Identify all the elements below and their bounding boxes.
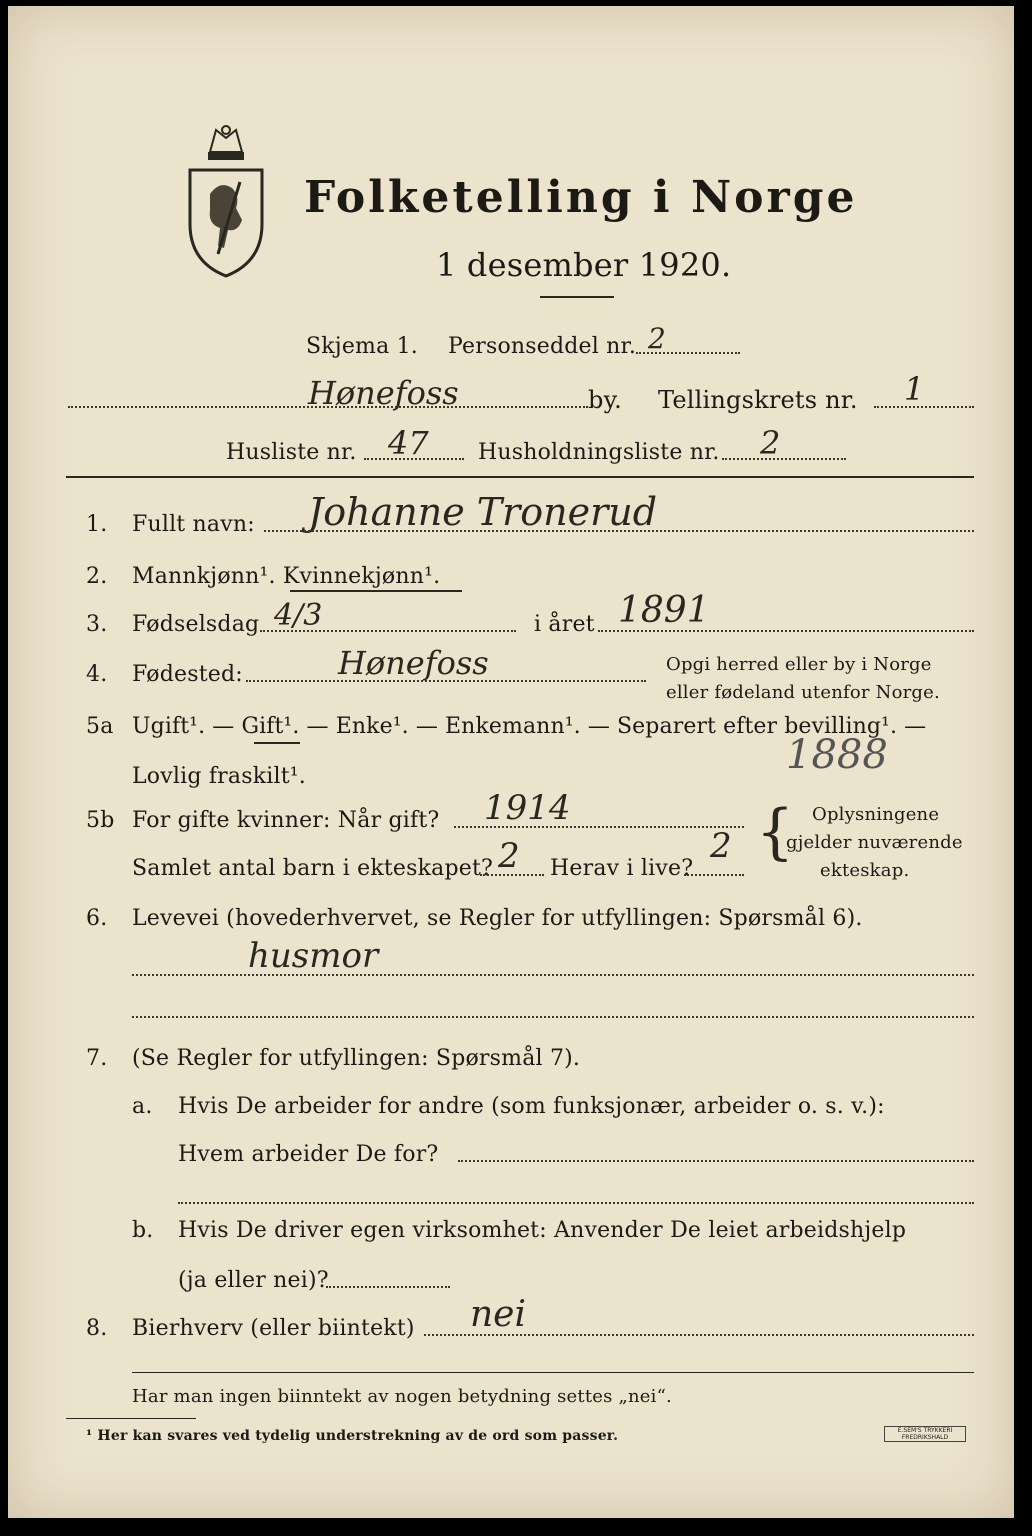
q7b-sub-label: (ja eller nei)? <box>178 1268 329 1293</box>
married-year-value: 1914 <box>484 788 571 828</box>
town-value: Hønefoss <box>308 374 459 412</box>
q5a-options-line2: Lovlig fraskilt¹. <box>132 764 306 789</box>
divider <box>540 296 614 298</box>
q5b-children-label: Samlet antal barn i ekteskapet? <box>132 856 494 881</box>
skjema-label: Skjema 1. <box>306 334 419 359</box>
q8-number: 8. <box>86 1316 108 1341</box>
q7b-number: b. <box>132 1218 154 1243</box>
tellingskrets-label: Tellingskrets nr. <box>658 386 858 414</box>
q7a-number: a. <box>132 1094 153 1119</box>
q3-year-label: i året <box>534 612 595 637</box>
personseddel-value: 2 <box>648 322 666 355</box>
census-date: 1 desember 1920. <box>436 246 732 284</box>
tellingskrets-value: 1 <box>904 370 925 408</box>
q3-number: 3. <box>86 612 108 637</box>
birthdate-value: 4/3 <box>274 598 323 633</box>
q6-number: 6. <box>86 906 108 931</box>
side-income-value: nei <box>470 1294 527 1335</box>
q5b-alive-label: Herav i live? <box>550 856 694 881</box>
q5b-label: For gifte kvinner: Når gift? <box>132 808 440 833</box>
q5a-options: Ugift¹. — Gift¹. — Enke¹. — Enkemann¹. — Separert efter bevilling¹. — <box>132 714 927 739</box>
birthyear-value: 1891 <box>618 590 710 631</box>
q2-label: Mannkjønn¹. Kvinnekjønn¹. <box>132 564 441 589</box>
q7-label: (Se Regler for utfyllingen: Spørsmål 7). <box>132 1046 581 1071</box>
q5b-note-line3: ekteskap. <box>820 860 910 881</box>
husliste-value: 47 <box>388 424 429 462</box>
q5a-number: 5a <box>86 714 114 739</box>
census-form <box>8 6 1014 1518</box>
q6-label: Levevei (hovederhvervet, se Regler for utfyllingen: Spørsmål 6). <box>132 906 863 931</box>
sex-underline <box>290 590 462 592</box>
q4-note-line1: Opgi herred eller by i Norge <box>666 654 932 675</box>
q7-number: 7. <box>86 1046 108 1071</box>
form-title: Folketelling i Norge <box>304 172 858 223</box>
q8-label: Bierhverv (eller biintekt) <box>132 1316 415 1341</box>
husholdning-label: Husholdningsliste nr. <box>478 440 720 465</box>
occupation-value: husmor <box>248 936 379 976</box>
q3-label: Fødselsdag <box>132 612 260 637</box>
children-alive-value: 2 <box>710 826 732 866</box>
q5b-note-line2: gjelder nuværende <box>786 832 963 853</box>
printer-stamp: E.SEM'S TRYKKERI FREDRIKSHALD <box>884 1426 966 1442</box>
q1-label: Fullt navn: <box>132 512 255 537</box>
full-name-value: Johanne Tronerud <box>308 490 658 534</box>
brace-icon: { <box>756 797 795 867</box>
q2-number: 2. <box>86 564 108 589</box>
margin-note-year: 1888 <box>786 732 888 778</box>
q4-number: 4. <box>86 662 108 687</box>
q4-note-line2: eller fødeland utenfor Norge. <box>666 682 940 703</box>
children-total-value: 2 <box>498 836 520 876</box>
birthplace-value: Hønefoss <box>338 644 489 682</box>
q7a-label: Hvis De arbeider for andre (som funksjonær, arbeider o. s. v.): <box>178 1094 885 1119</box>
q5b-number: 5b <box>86 808 115 833</box>
footer-note: Har man ingen biinntekt av nogen betydning settes „nei“. <box>132 1386 672 1407</box>
coat-of-arms-icon <box>180 124 272 282</box>
q7a-sub-label: Hvem arbeider De for? <box>178 1142 439 1167</box>
husliste-label: Husliste nr. <box>226 440 357 465</box>
q4-label: Fødested: <box>132 662 243 687</box>
personseddel-label: Personseddel nr. <box>448 334 637 359</box>
husholdning-value: 2 <box>760 424 781 462</box>
by-label: by. <box>588 386 622 414</box>
footnote: ¹ Her kan svares ved tydelig understrekning av de ord som passer. <box>86 1428 619 1444</box>
q5b-note-line1: Oplysningene <box>812 804 940 825</box>
q1-number: 1. <box>86 512 108 537</box>
q7b-label: Hvis De driver egen virksomhet: Anvender De leiet arbeidshjelp <box>178 1218 907 1243</box>
married-underline <box>254 742 300 744</box>
